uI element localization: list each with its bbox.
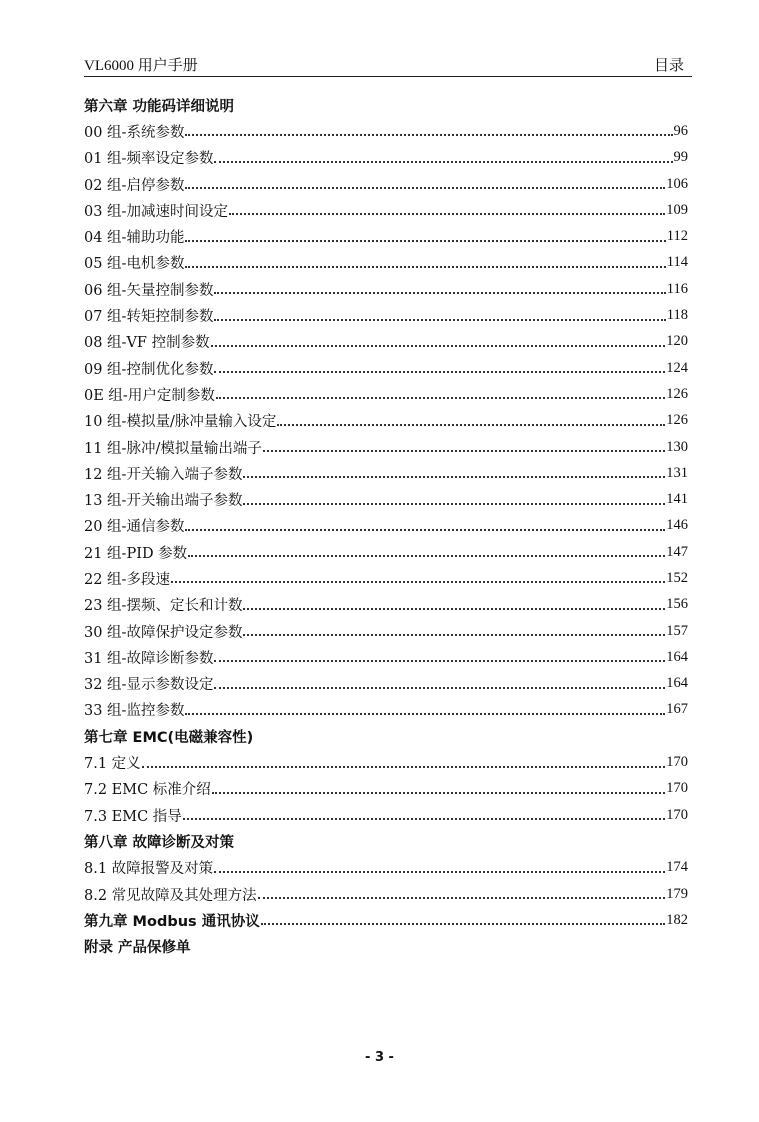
toc-entry[interactable] (84, 302, 688, 328)
toc-entry[interactable] (84, 802, 688, 828)
toc-entry-page: 120 (666, 333, 688, 350)
toc-entry-page: 126 (666, 385, 688, 402)
toc-entry[interactable] (84, 618, 688, 644)
toc-chapter-heading[interactable] (84, 907, 688, 933)
toc-leader-dots (214, 660, 665, 662)
toc-entry[interactable] (84, 855, 688, 881)
toc-entry[interactable] (84, 644, 688, 670)
toc-entry-title: 05 组-电机参数 (84, 256, 185, 273)
toc-entry-page: 157 (666, 622, 688, 639)
toc-entry-page: 130 (666, 438, 688, 455)
toc-entry-page: 96 (673, 122, 688, 139)
toc-entry-title: 7.2 EMC 标准介绍 (84, 782, 211, 799)
toc-entry-title: 23 组-摆频、定长和计数 (84, 598, 243, 615)
toc-entry[interactable] (84, 381, 688, 407)
toc-leader-dots (243, 476, 665, 478)
toc-entry-page: 174 (666, 859, 688, 876)
toc-entry-page: 170 (666, 780, 688, 797)
toc-entry-title: 7.1 定义 (84, 756, 141, 773)
table-of-contents (84, 92, 688, 960)
toc-entry-title: 22 组-多段速 (84, 571, 170, 588)
toc-leader-dots (185, 187, 665, 189)
toc-entry-page: 99 (673, 149, 688, 166)
toc-entry-page: 179 (666, 885, 688, 902)
toc-leader-dots (171, 581, 665, 583)
toc-entry-page: 126 (666, 412, 688, 429)
toc-chapter-heading[interactable] (84, 934, 688, 960)
toc-entry-title: 33 组-监控参数 (84, 703, 185, 720)
toc-entry[interactable] (84, 776, 688, 802)
toc-entry-title: 第九章 Modbus 通讯协议 (84, 913, 260, 930)
toc-entry-page: 116 (666, 280, 688, 297)
toc-entry-title: 03 组-加减速时间设定 (84, 203, 228, 220)
toc-chapter-heading[interactable] (84, 723, 688, 749)
toc-entry-page: 164 (666, 675, 688, 692)
toc-leader-dots (211, 345, 666, 347)
toc-entry[interactable] (84, 223, 688, 249)
toc-leader-dots (185, 713, 665, 715)
toc-leader-dots (185, 240, 665, 242)
toc-leader-dots (185, 134, 672, 136)
toc-leader-dots (214, 871, 665, 873)
toc-entry[interactable] (84, 592, 688, 618)
toc-leader-dots (243, 503, 665, 505)
toc-entry-title: 02 组-启停参数 (84, 177, 185, 194)
toc-entry-title: 第八章 故障诊断及对策 (84, 834, 235, 851)
toc-leader-dots (216, 397, 665, 399)
toc-leader-dots (258, 897, 666, 899)
toc-entry-title: 8.2 常见故障及其处理方法 (84, 887, 257, 904)
toc-leader-dots (183, 818, 665, 820)
toc-entry-title: 31 组-故障诊断参数 (84, 650, 214, 667)
toc-leader-dots (188, 555, 665, 557)
toc-entry[interactable] (84, 118, 688, 144)
toc-entry-title: 第六章 功能码详细说明 (84, 98, 235, 115)
toc-leader-dots (243, 608, 665, 610)
toc-entry-title: 09 组-控制优化参数 (84, 361, 214, 378)
toc-entry[interactable] (84, 434, 688, 460)
toc-entry-title: 04 组-辅助功能 (84, 230, 185, 247)
document-title: VL6000 用户手册 (84, 58, 198, 74)
toc-leader-dots (214, 161, 672, 163)
toc-entry[interactable] (84, 881, 688, 907)
toc-entry-title: 32 组-显示参数设定 (84, 677, 214, 694)
toc-entry-title: 00 组-系统参数 (84, 124, 185, 141)
toc-entry-page: 164 (666, 648, 688, 665)
toc-entry[interactable] (84, 408, 688, 434)
toc-entry-title: 07 组-转矩控制参数 (84, 309, 214, 326)
toc-entry-title: 21 组-PID 参数 (84, 545, 188, 562)
toc-entry[interactable] (84, 749, 688, 775)
toc-entry-title: 8.1 故障报警及对策 (84, 861, 214, 878)
toc-entry-page: 112 (666, 228, 688, 245)
toc-leader-dots (229, 213, 665, 215)
toc-entry[interactable] (84, 250, 688, 276)
toc-entry-page: 146 (666, 517, 688, 534)
toc-leader-dots (185, 529, 665, 531)
toc-leader-dots (263, 450, 665, 452)
toc-entry-title: 第七章 EMC(电磁兼容性) (84, 729, 254, 746)
toc-entry[interactable] (84, 197, 688, 223)
toc-entry-title: 20 组-通信参数 (84, 519, 185, 536)
toc-entry-title: 10 组-模拟量/脉冲量输入设定 (84, 414, 277, 431)
toc-entry-title: 7.3 EMC 指导 (84, 808, 182, 825)
toc-leader-dots (243, 634, 665, 636)
toc-entry-page: 156 (666, 596, 688, 613)
toc-leader-dots (277, 424, 665, 426)
toc-leader-dots (212, 792, 665, 794)
toc-entry[interactable] (84, 276, 688, 302)
page-header (84, 52, 692, 77)
toc-entry-page: 141 (666, 491, 688, 508)
toc-entry-title: 0E 组-用户定制参数 (84, 387, 215, 404)
toc-leader-dots (214, 319, 665, 321)
toc-entry-page: 167 (666, 701, 688, 718)
toc-entry-page: 170 (666, 754, 688, 771)
toc-leader-dots (185, 266, 665, 268)
toc-entry[interactable] (84, 355, 688, 381)
toc-entry-title: 06 组-矢量控制参数 (84, 282, 214, 299)
toc-entry-page: 114 (666, 254, 688, 271)
toc-entry-page: 106 (666, 175, 688, 192)
toc-entry[interactable] (84, 513, 688, 539)
toc-entry[interactable] (84, 565, 688, 591)
toc-entry[interactable] (84, 486, 688, 512)
toc-entry-title: 附录 产品保修单 (84, 940, 191, 957)
toc-leader-dots (214, 292, 665, 294)
toc-entry-title: 08 组-VF 控制参数 (84, 335, 210, 352)
toc-entry-title: 11 组-脉冲/模拟量输出端子 (84, 440, 262, 457)
toc-entry-page: 147 (666, 543, 688, 560)
toc-entry[interactable] (84, 671, 688, 697)
toc-entry-title: 30 组-故障保护设定参数 (84, 624, 243, 641)
toc-chapter-heading[interactable] (84, 828, 688, 854)
toc-entry-page: 152 (666, 569, 688, 586)
toc-entry[interactable] (84, 329, 688, 355)
toc-entry[interactable] (84, 460, 688, 486)
toc-entry-title: 13 组-开关输出端子参数 (84, 493, 243, 510)
toc-entry-page: 109 (666, 201, 688, 218)
toc-entry-title: 01 组-频率设定参数 (84, 151, 214, 168)
toc-entry[interactable] (84, 697, 688, 723)
toc-entry-page: 118 (666, 307, 688, 324)
toc-leader-dots (214, 371, 665, 373)
toc-entry-page: 124 (666, 359, 688, 376)
toc-leader-dots (142, 766, 666, 768)
toc-entry[interactable] (84, 171, 688, 197)
toc-entry-page: 131 (666, 464, 688, 481)
page-number: - 3 - (365, 1050, 394, 1065)
toc-entry-page: 182 (666, 911, 688, 928)
section-title: 目录 (653, 58, 684, 74)
toc-chapter-heading[interactable] (84, 92, 688, 118)
toc-entry-page: 170 (666, 806, 688, 823)
toc-entry-title: 12 组-开关输入端子参数 (84, 466, 243, 483)
toc-entry[interactable] (84, 145, 688, 171)
toc-leader-dots (261, 923, 666, 925)
toc-entry[interactable] (84, 539, 688, 565)
toc-leader-dots (214, 687, 665, 689)
